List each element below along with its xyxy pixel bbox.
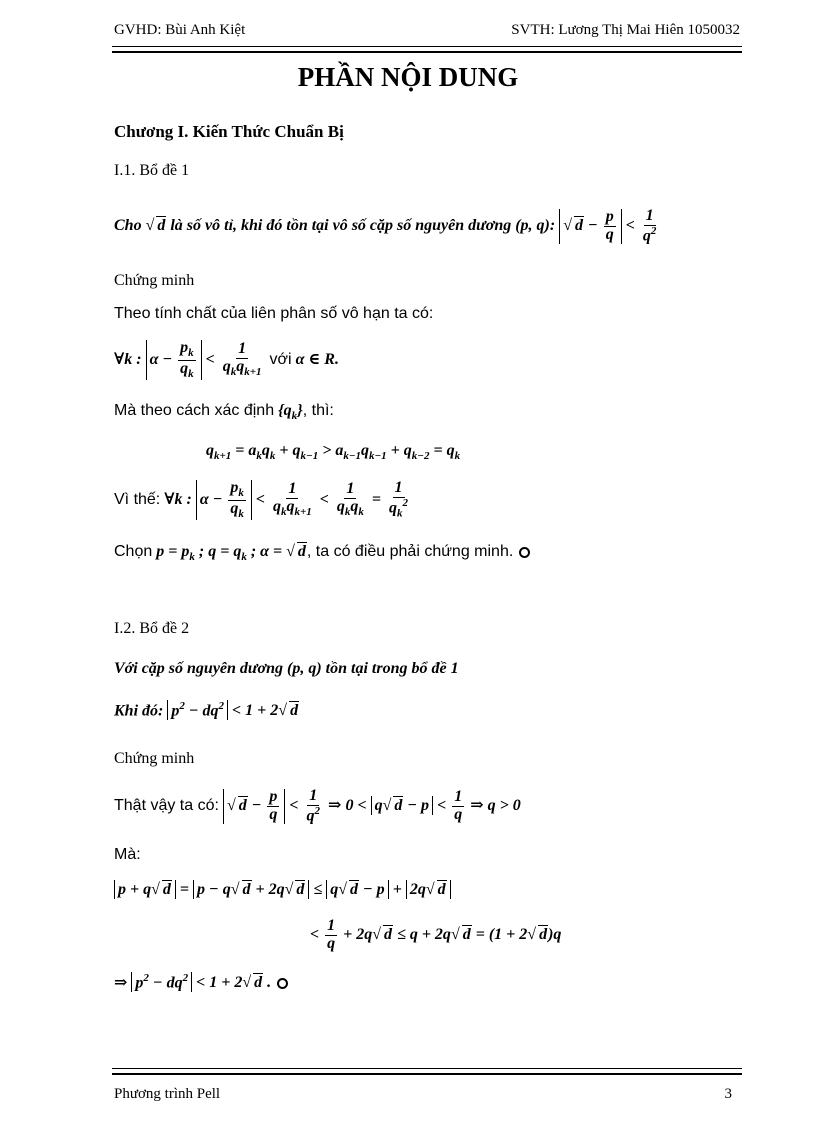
proof2-formula2: < $\frac{1}{q}$ + 2q√ d ≤ q + 2q√ d = (1 + 2√ d)q: [310, 917, 562, 952]
proof2-line2: Mà:: [114, 846, 141, 863]
lemma2-statement2: Khi đó: $p^2 - dq^2 < 1 + 2√$ d: [114, 700, 299, 720]
qed-icon: [519, 547, 530, 558]
page-title: PHẦN NỘI DUNG: [297, 62, 519, 92]
proof2-formula1: p + q√ d = p − q√ d + 2q√ d ≤ q√ d − p + 2q√ d: [114, 880, 451, 899]
header-rule: [112, 46, 742, 53]
proof2-conclusion: ⇒ $p^2 - dq^2 < 1 + 2√$ d .: [114, 972, 288, 992]
proof1-formula1: ∀k : α − $\frac{p_k}{q_k}$ < $\frac{1}{q_kq_{k+1}}$ với α ∈ R.: [114, 339, 339, 380]
proof1-label: Chứng minh: [114, 272, 195, 289]
proof2-line1: Thật vậy ta có: √ d − $\frac{p}{q}$ < $\frac{1}{q^2}$ ⇒ 0 < q√ d − p < $\frac{1}{q}$ ⇒ q > 0: [114, 787, 521, 825]
proof1-line3: Mà theo cách xác định $\{q_k\}$, thì:: [114, 402, 334, 423]
proof1-line1: Theo tính chất của liên phân số vô hạn ta có:: [114, 305, 434, 322]
proof2-label: Chứng minh: [114, 750, 195, 767]
proof1-formula3: Vì thế: ∀k : α − $\frac{p_k}{q_k}$ < $\frac{1}{q_kq_{k+1}}$ < $\frac{1}{q_kq_k}$ = $\frac{1}{q_k^2}$: [114, 479, 409, 520]
proof1-formula2: $q_{k+1} = a_kq_k + q_{k-1} > a_{k-1}q_{k-1} + q_{k-2} = q_k$: [206, 442, 461, 463]
page-number: 3: [724, 1086, 732, 1102]
lemma1-statement: Cho √ d là số vô tỉ, khi đó tồn tại vô số cặp số nguyên dương (p, q): √ d − $\frac{p}{q}$ < $\frac{1}{q^2}$: [114, 207, 657, 245]
header-right: SVTH: Lương Thị Mai Hiên 1050032: [511, 22, 740, 38]
footer-left: Phương trình Pell: [114, 1086, 221, 1102]
chapter-heading: Chương I. Kiến Thức Chuẩn Bị: [114, 122, 344, 141]
proof1-conclusion: Chọn $p = p_k$ ; $q = q_k$ ; α = √ d, ta có điều phải chứng minh.: [114, 542, 530, 563]
header-left: GVHD: Bùi Anh Kiệt: [114, 22, 246, 38]
footer-rule: [112, 1068, 742, 1075]
qed-icon: [277, 978, 288, 989]
lemma2-statement1: Với cặp số nguyên dương (p, q) tồn tại trong bổ đề 1: [114, 660, 459, 677]
section1-heading: I.1. Bổ đề 1: [114, 162, 190, 179]
section2-heading: I.2. Bổ đề 2: [114, 620, 190, 637]
